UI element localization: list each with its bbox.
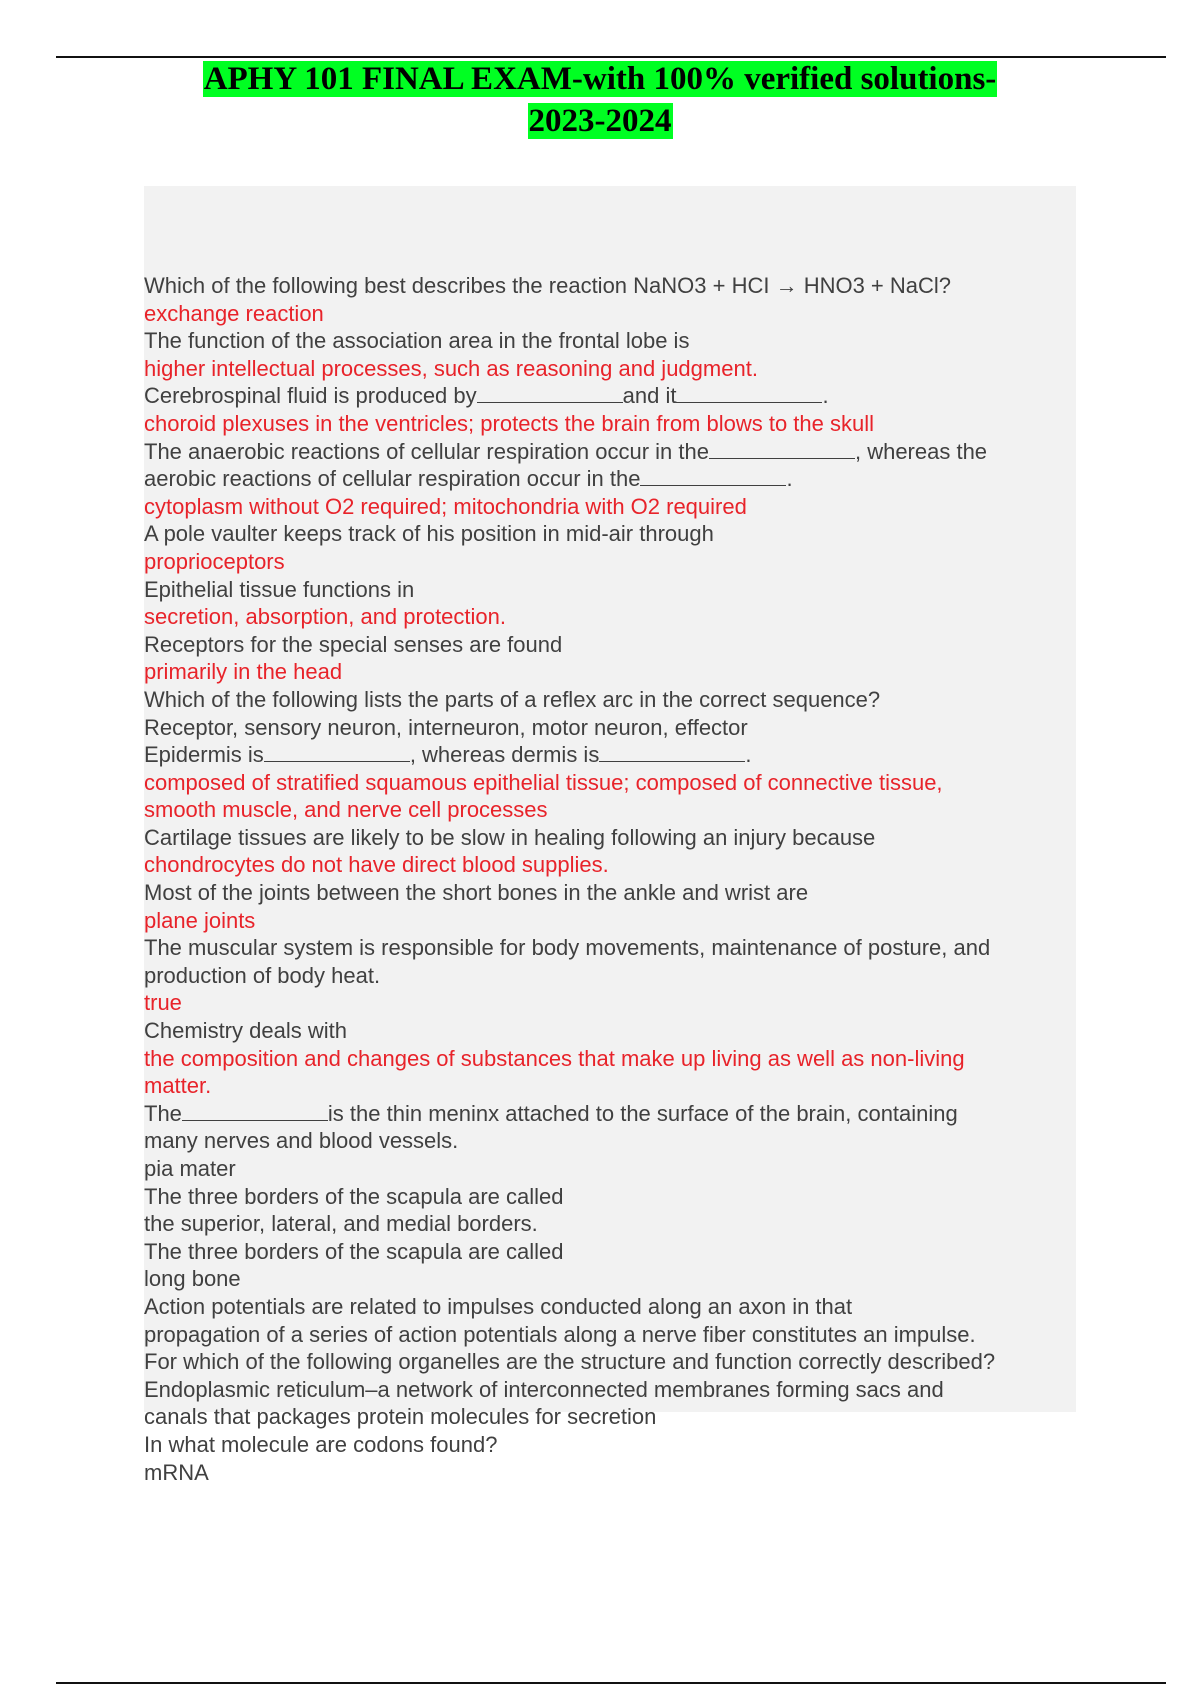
question-line: In what molecule are codons found?: [144, 1431, 498, 1457]
question-line: The three borders of the scapula are called: [144, 1183, 564, 1209]
answer-line: exchange reaction: [144, 300, 324, 326]
answer-line: smooth muscle, and nerve cell processes: [144, 797, 548, 823]
line-segment: , whereas the: [854, 438, 988, 464]
question-line: Epithelial tissue functions in: [144, 576, 415, 602]
title-line-1: APHY 101 FINAL EXAM-with 100% verified solutions-: [203, 61, 997, 97]
line-segment: , whereas dermis is: [409, 742, 600, 768]
line-segment: .: [786, 466, 793, 492]
question-line: propagation of a series of action potentials along a nerve fiber constitutes an impulse.: [144, 1321, 976, 1347]
answer-line: choroid plexuses in the ventricles; protects the brain from blows to the skull: [144, 410, 875, 436]
document-title: [0, 58, 1200, 142]
question-line: [144, 1100, 1094, 1128]
line-segment: Cerebrospinal fluid is produced by: [144, 383, 477, 409]
question-line: the superior, lateral, and medial borders.: [144, 1211, 538, 1237]
question-line: [144, 438, 1094, 466]
question-line: The three borders of the scapula are called: [144, 1238, 564, 1264]
line-segment: The anaerobic reactions of cellular respiration occur in the: [144, 438, 709, 464]
line-segment: .: [822, 383, 829, 409]
fill-in-blank: [264, 741, 410, 762]
qa-list: [144, 272, 1094, 1486]
answer-line: matter.: [144, 1073, 212, 1099]
question-line: Endoplasmic reticulum–a network of interconnected membranes forming sacs and: [144, 1376, 944, 1402]
title-line-2: 2023-2024: [528, 103, 672, 139]
question-line: Receptor, sensory neuron, interneuron, motor neuron, effector: [144, 714, 748, 740]
question-line: long bone: [144, 1266, 241, 1292]
question-line: mRNA: [144, 1459, 209, 1485]
question-line: [144, 741, 1094, 769]
answer-line: plane joints: [144, 907, 256, 933]
question-line: Receptors for the special senses are found: [144, 631, 563, 657]
line-segment: and it: [622, 383, 677, 409]
question-line: Cartilage tissues are likely to be slow in healing following an injury because: [144, 824, 876, 850]
question-line: canals that packages protein molecules for secretion: [144, 1404, 657, 1430]
question-line: Action potentials are related to impulses conducted along an axon in that: [144, 1293, 853, 1319]
question-line: Most of the joints between the short bones in the ankle and wrist are: [144, 880, 809, 906]
question-line: A pole vaulter keeps track of his position in mid-air through: [144, 521, 714, 547]
fill-in-blank: [599, 741, 745, 762]
question-line: [144, 382, 1094, 410]
line-segment: is the thin meninx attached to the surface of the brain, containing: [327, 1100, 958, 1126]
question-line: For which of the following organelles are the structure and function correctly described?: [144, 1349, 996, 1375]
answer-line: the composition and changes of substances that make up living as well as non-living: [144, 1045, 965, 1071]
line-segment: Epidermis is: [144, 742, 264, 768]
fill-in-blank: [182, 1100, 328, 1121]
line-segment: The: [144, 1100, 182, 1126]
question-line: The function of the association area in the frontal lobe is: [144, 328, 690, 354]
answer-line: true: [144, 990, 182, 1016]
answer-line: proprioceptors: [144, 548, 285, 574]
fill-in-blank: [709, 438, 855, 459]
question-line: Which of the following lists the parts of a reflex arc in the correct sequence?: [144, 686, 881, 712]
question-line: many nerves and blood vessels.: [144, 1128, 459, 1154]
line-segment: .: [745, 742, 752, 768]
question-line: Chemistry deals with: [144, 1018, 347, 1044]
question-line: production of body heat.: [144, 962, 381, 988]
question-line: [144, 465, 1094, 493]
answer-line: cytoplasm without O2 required; mitochondria with O2 required: [144, 493, 747, 519]
fill-in-blank: [640, 465, 786, 486]
bottom-rule: [56, 1682, 1166, 1684]
line-segment: aerobic reactions of cellular respiration occur in the: [144, 466, 641, 492]
answer-line: higher intellectual processes, such as reasoning and judgment.: [144, 355, 758, 381]
fill-in-blank: [477, 382, 623, 403]
answer-line: composed of stratified squamous epithelial tissue; composed of connective tissue,: [144, 769, 943, 795]
answer-line: primarily in the head: [144, 659, 343, 685]
question-line: The muscular system is responsible for body movements, maintenance of posture, and: [144, 935, 991, 961]
answer-line: chondrocytes do not have direct blood supplies.: [144, 852, 609, 878]
answer-line: secretion, absorption, and protection.: [144, 604, 507, 630]
question-line: Which of the following best describes the reaction NaNO3 + HCI → HNO3 + NaCl?: [144, 273, 952, 298]
question-line: pia mater: [144, 1156, 236, 1181]
fill-in-blank: [676, 382, 822, 403]
